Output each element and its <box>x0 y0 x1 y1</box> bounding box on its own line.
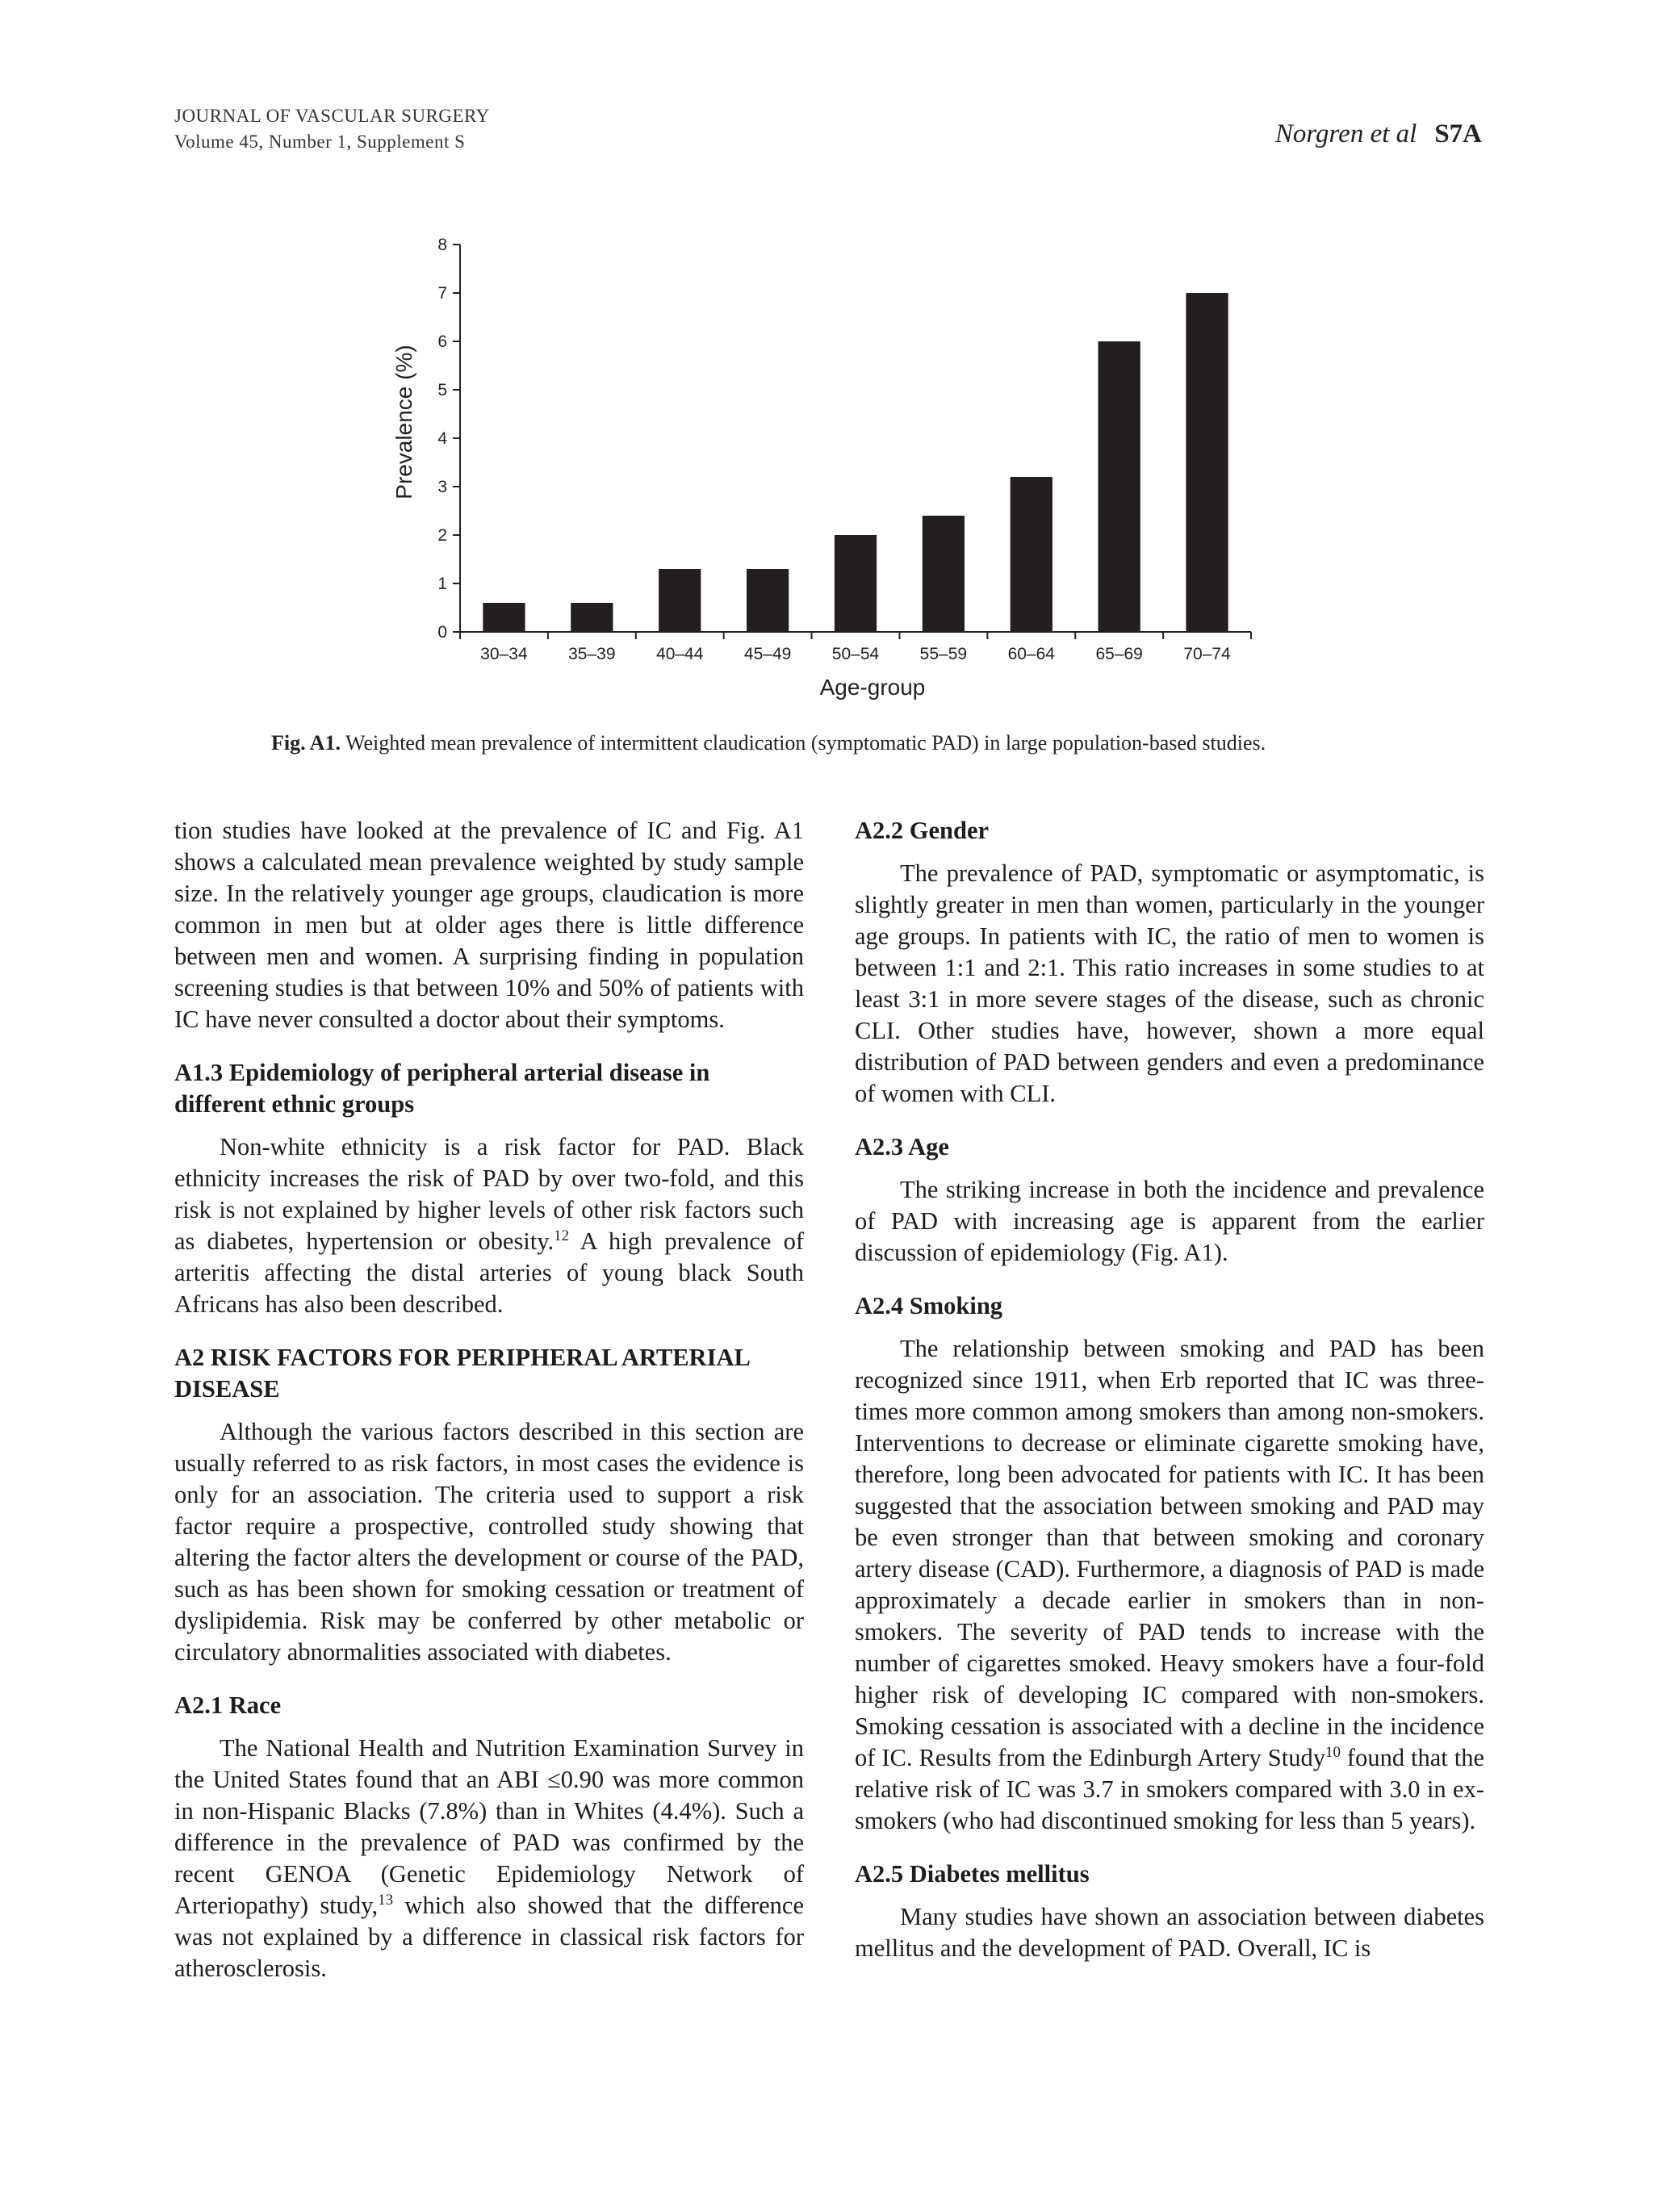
page-number: S7A <box>1434 119 1482 148</box>
y-tick-label: 2 <box>437 526 447 545</box>
section-heading-a1-3: A1.3 Epidemiology of peripheral arterial disease in different ethnic groups <box>174 1059 710 1118</box>
paragraph: The relationship between smoking and PAD has been recognized since 1911, when Erb reported that IC was three-times more common among smokers than among non-smokers. Interventions to decrease or eliminate cigarette smoking have, therefore, long been advocated for patients with IC. It has been suggested that the association between smoking and PAD may be even stronger than that between smoking and coronary artery disease (CAD). Furthermore, a diagnosis of PAD is made approximately a decade earlier in smokers than in non-smokers. The severity of PAD tends to increase with the number of cigarettes smoked. Heavy smokers have a four-fold higher risk of developing IC compared with non-smokers. Smoking cessation is associated with a decline in the incidence of IC. Results from the Edinburgh Artery Study$^{10}$ found that the relative risk of IC was 3.7 in smokers compared with 3.0 in ex-smokers (who had discontinued smoking for less than 5 years). <box>855 1335 1484 1834</box>
bar-30–34 <box>483 603 525 632</box>
paragraph: Although the various factors described in this section are usually referred to as risk factors, in most cases the evidence is only for an association. The criteria used to support a risk factor require a prospective, controlled study showing that altering the factor alters the development or course of the PAD, such as has been shown for smoking cessation or treatment of dyslipidemia. Risk may be conferred by other metabolic or circulatory abnormalities associated with diabetes. <box>174 1418 804 1666</box>
x-tick-label: 35–39 <box>568 645 616 663</box>
x-tick-label: 55–59 <box>919 645 968 663</box>
left-column <box>174 815 804 1984</box>
x-tick-label: 40–44 <box>656 645 704 663</box>
section-heading-a2-3: A2.3 Age <box>855 1133 949 1160</box>
journal-name: JOURNAL OF VASCULAR SURGERY <box>174 106 490 126</box>
paragraph: The National Health and Nutrition Examination Survey in the United States found that an ABI ≤0.90 was more common in non-Hispanic Blacks (7.8%) than in Whites (4.4%). Such a difference in the prevalence of PAD was confirmed by the recent GENOA (Genetic Epidemiology Network of Arteriopathy) study,$^{13}$ which also showed that the difference was not explained by a difference in classical risk factors for atherosclerosis. <box>174 1734 805 1982</box>
prevalence-bar-chart <box>379 226 1291 710</box>
paragraph: Non-white ethnicity is a risk factor for PAD. Black ethnicity increases the risk of PAD by over two-fold, and this risk is not explained by higher levels of other risk factors such as diabetes, hypertension or obesity.$^{12}$ A high prevalence of arteritis affecting the distal arteries of young black South Africans has also been described. <box>174 1133 804 1318</box>
paragraph: The prevalence of PAD, symptomatic or asymptomatic, is slightly greater in men than women, particularly in the younger age groups. In patients with IC, the ratio of men to women is between 1:1 and 2:1. This ratio increases in some studies to at least 3:1 in more severe stages of the disease, such as chronic CLI. Other studies have, however, shown a more equal distribution of PAD between genders and even a predominance of women with CLI. <box>855 859 1484 1107</box>
paragraph: tion studies have looked at the prevalence of IC and Fig. A1 shows a calculated mean prevalence weighted by study sample size. In the relatively younger age groups, claudication is more common in men but at older ages there is little difference between men and women. A surprising finding in population screening studies is that between 10% and 50% of patients with IC have never consulted a doctor about their symptoms. <box>174 817 804 1033</box>
y-tick-label: 6 <box>437 332 447 351</box>
y-tick-label: 0 <box>437 623 447 642</box>
x-tick-label: 45–49 <box>743 645 792 663</box>
section-heading-a2: A2 RISK FACTORS FOR PERIPHERAL ARTERIAL DISEASE <box>174 1344 750 1403</box>
citation-ref: 12 <box>554 1227 570 1244</box>
section-heading-a2-2: A2.2 Gender <box>855 817 990 844</box>
citation-ref: 10 <box>1324 1743 1341 1761</box>
x-tick-label: 60–64 <box>1007 645 1055 663</box>
bar-70–74 <box>1186 293 1228 632</box>
paragraph: Many studies have shown an association between diabetes mellitus and the development of PAD. Overall, IC is <box>855 1903 1484 1962</box>
journal-header <box>174 103 490 155</box>
bar-35–39 <box>571 603 613 632</box>
journal-volume: Volume 45, Number 1, Supplement S <box>174 132 466 152</box>
bar-60–64 <box>1011 477 1052 632</box>
figure-label: Fig. A1. <box>271 731 341 755</box>
bar-45–49 <box>747 569 789 632</box>
y-tick-label: 3 <box>437 478 447 496</box>
y-tick-label: 5 <box>437 381 447 399</box>
paragraph: The striking increase in both the incidence and prevalence of PAD with increasing age is apparent from the earlier discussion of epidemiology (Fig. A1). <box>855 1176 1484 1266</box>
bar-40–44 <box>659 569 701 632</box>
section-heading-a2-5: A2.5 Diabetes mellitus <box>855 1860 1090 1888</box>
x-tick-label: 65–69 <box>1095 645 1143 663</box>
figure-caption-text: Weighted mean prevalence of intermittent claudication (symptomatic PAD) in large population-based studies. <box>340 731 1266 755</box>
author-running-head: Norgren et al <box>1274 119 1417 148</box>
x-tick-label: 70–74 <box>1183 645 1231 663</box>
page-header <box>1275 119 1482 149</box>
x-tick-label: 30–34 <box>480 645 528 663</box>
plot-area <box>437 236 1251 663</box>
bar-55–59 <box>923 516 965 632</box>
y-axis-title: Prevalence (%) <box>391 345 416 500</box>
y-tick-label: 8 <box>437 236 447 254</box>
y-tick-label: 4 <box>437 429 447 448</box>
citation-ref: 13 <box>378 1891 394 1909</box>
x-axis-title: Age-group <box>819 675 926 700</box>
figure-caption <box>271 728 1393 759</box>
right-column <box>855 815 1484 1964</box>
bar-65–69 <box>1099 341 1140 632</box>
section-heading-a2-1: A2.1 Race <box>174 1691 282 1719</box>
section-heading-a2-4: A2.4 Smoking <box>855 1292 1003 1319</box>
y-tick-label: 1 <box>437 575 447 593</box>
x-tick-label: 50–54 <box>831 645 880 663</box>
y-tick-label: 7 <box>437 284 447 303</box>
bar-50–54 <box>835 535 877 632</box>
